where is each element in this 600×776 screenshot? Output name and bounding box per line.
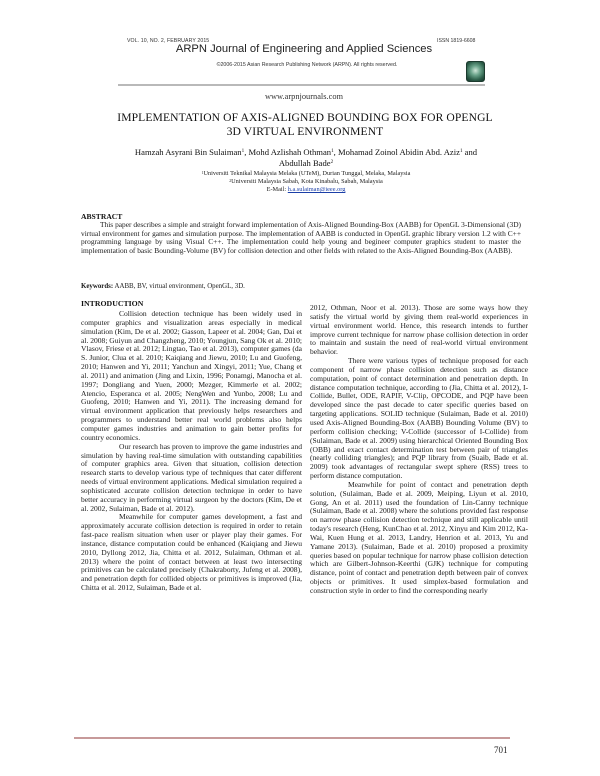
left-column xyxy=(81,310,302,593)
author-4-affil: 2 xyxy=(330,159,334,165)
author-2-affil: 1 xyxy=(331,148,334,154)
affiliation-2-marker: 2 xyxy=(229,179,232,184)
volume-info: VOL. 10, NO. 2, FEBRUARY 2015 xyxy=(127,38,210,44)
paragraph-text: 2012, Othman, Noor et al. 2013). Those are some ways how they satisfy the virtual world by giving them real-world experiences in virtual environment world. Hence, this research intends to further improve current technique for narrow phase collision detection in order to maintain and sustain the need of real-world virtual environment behavior. xyxy=(310,303,528,357)
affiliation-2 xyxy=(12,178,600,186)
paragraph-text: There were various types of technique proposed for each component of narrow phase collision detection such as distance computation, point of contact determination and penetration depth. In distance computation technique, according to (Jia, Chitta et al. 2012), I-Collide, Bullet, ODE, RAPIF, V-Clip, OPCODE, and PQP have been developed since the past decade to cater specific queries based on targeting applications. SOLID technique (Sulaiman, Bade et al. 2010) used Axis-Aligned Bounding-Box (AABB) Bounding Volume (BV) to perform collision checking; V-Collide (successor of I-Collide) from (Sulaiman, Bade et al. 2009) using hierarchical Oriented Bounding Box (OBB) and exact contact determination test between pair of triangles (nearly colliding triangles); and PQP library from (Suaib, Bade et al. 2009) took advantages of rectangular swept sphere (RSS) trees to perform distance computation. xyxy=(310,356,528,481)
author-1: Hamzah Asyrani Bin Sulaiman xyxy=(134,147,242,157)
header-rule xyxy=(118,84,485,86)
paragraph xyxy=(310,481,528,596)
author-2: , Mohd Azlishah Othman xyxy=(244,147,332,157)
paragraph xyxy=(310,357,528,481)
email-label: E-Mail: xyxy=(266,186,288,194)
paper-title-line2: 3D VIRTUAL ENVIRONMENT xyxy=(226,125,384,138)
abstract-heading: ABSTRACT xyxy=(81,212,123,221)
email-link[interactable]: h.a.sulaiman@ieee.org xyxy=(287,186,346,194)
abstract-body xyxy=(81,221,521,256)
copyright-notice: ©2006-2015 Asian Research Publishing Network (ARPN). All rights reserved. xyxy=(216,62,398,68)
author-list xyxy=(0,147,600,169)
paragraph xyxy=(81,310,302,443)
right-column xyxy=(310,304,528,596)
paragraph xyxy=(81,513,302,593)
issn: ISSN 1819-6608 xyxy=(437,38,476,44)
paragraph xyxy=(310,304,528,357)
arpn-logo-icon xyxy=(466,61,485,82)
affiliations xyxy=(0,170,600,195)
affiliation-2-text: Universiti Malaysia Sabah, Kota Kinabalu, Sabah, Malaysia xyxy=(231,178,383,186)
paper-title-line1: IMPLEMENTATION OF AXIS-ALIGNED BOUNDING BOX FOR OPENGL xyxy=(117,111,493,124)
footer-rule xyxy=(74,737,510,739)
paragraph-text: Meanwhile for point of contact and penetration depth solution, (Sulaiman, Bade et al. 2009, Meiping, Liyun et al. 2010, Gong, An et al. 2011) used the foundation of Lin-Canny technique (Sulaiman, Bade et al. 2008) where the solutions provided fast response on narrow phase collision detection technique and still applicable until today's research (Heng, KunChao et al. 2012, Xinyu and Kim 2012, Ka-Wai, Kuen Hung et al. 2013, Landry, Henrion et al. 2013, Yu and Yamane 2013). (Sulaiman, Bade et al. 2010) proposed a proximity queries based on popular technique for narrow phase collision detection which are Gilbert-Johnson-Keerthi (GJK) technique for computing distance, point of contact and penetration depth between pair of convex objects or primitives. It used simplex-based formulation and construction style in order to find the corresponding nearly xyxy=(310,479,528,595)
journal-website: www.arpnjournals.com xyxy=(264,92,344,101)
journal-name: ARPN Journal of Engineering and Applied Sciences xyxy=(175,43,433,55)
contact-email xyxy=(12,186,600,194)
paragraph-text: Collision detection technique has been widely used in computer graphics and visualization areas especially in medical simulation (Kim, De et al. 2002; Gasson, Lapeer et al. 2004; Gan, Dai et al. 2008; Guiyun and Changzheng, 2010; Youngjun, Sang Ok et al. 2010; Vlasov, Friese et al. 2012; Lingtao, Tao et al. 2013), computer games (da S. Junior, Clua et al. 2010; Kaiqiang and Jiewu, 2010; Lu and Guofeng, 2010; Hanwen and Yi, 2011; Yanchun and Xingyi, 2011; Yue, Chang et al. 2011) and animation (Jing and Lixin, 1996; Ponamgi, Manocha et al. 1997; Dongliang and Yuen, 2000; Mezger, Kimmerle et al. 2002; Atencio, Esperanca et al. 2005; NengWen and Yunbo, 2008; Lu and Guofeng, 2010; Hanwen and Yi, 2011). The increasing demand for virtual environment application that previously helps researchers and programmers to understand better real world problems also helps computer games industries and animation to gain better profits for country economics. xyxy=(81,309,302,442)
affiliation-1 xyxy=(12,170,600,178)
paper-title xyxy=(0,111,600,139)
abstract-text: This paper describes a simple and straight forward implementation of Axis-Aligned Bounding-Box (AABB) for OpenGL 3-Dimensional (3D) virtual environment for games and simulation purpose. The implementation of AABB is conducted in OpenGL graphic library version 1.2 with C++ programming language by using Visual C++. The implementation could help young and begineer computer graphics student to master the implementation of basic Bounding-Volume (BV) for collision detection and other fields with related to the Axis-Aligned Bounding-Box (AABB). xyxy=(81,220,521,256)
author-1-affil: 1 xyxy=(241,148,245,154)
introduction-heading: INTRODUCTION xyxy=(81,299,144,308)
keywords-label: Keywords: xyxy=(81,283,114,290)
author-4: Abdullah Bade xyxy=(278,158,331,168)
affiliation-1-text: Universiti Teknikal Malaysia Melaka (UTeM), Durian Tunggal, Melaka, Malaysia xyxy=(203,170,411,177)
author-3-affil: 1 xyxy=(459,148,463,154)
author-conjunction: and xyxy=(462,147,478,157)
paragraph-text: Our research has proven to improve the game industries and simulation by having real-time simulation with outstanding capabilities of computer graphics area. Given that situation, collision detection research starts to develop various type of techniques that cater different needs of virtual environment applications. Medical simulation required a sophisticated accurate collision detection technique in order to have better accuracy in performing virtual surgeon by the doctors (Kim, De et al. 2002, Sulaiman, Bade et al. 2012). xyxy=(81,441,302,513)
paragraph-text: Meanwhile for computer games development, a fast and approximately accurate collision detection is required in order to retain fast-pace realism situation when user or player play their games. For instance, distance computation could be enhanced (Kaiqiang and Jiewu 2010, Dyllong 2012, Jia, Chitta et al. 2012, Sulaiman, Othman et al. 2013) where the point of contact between at least two intersecting primitives can be calculated precisely (Chakraborty, Jufeng et al. 2008), and penetration depth for collided objects or primitives is improved (Jia, Chitta et al. 2012, Sulaiman, Bade et al. xyxy=(81,512,302,593)
keywords-text: AABB, BV, virtual environment, OpenGL, 3D. xyxy=(113,283,245,290)
page-number: 701 xyxy=(494,745,508,755)
affiliation-1-marker: 1 xyxy=(201,171,204,175)
paragraph xyxy=(81,443,302,514)
author-3: , Mohamad Zoinol Abidin Abd. Aziz xyxy=(333,147,460,157)
keywords xyxy=(81,283,245,290)
